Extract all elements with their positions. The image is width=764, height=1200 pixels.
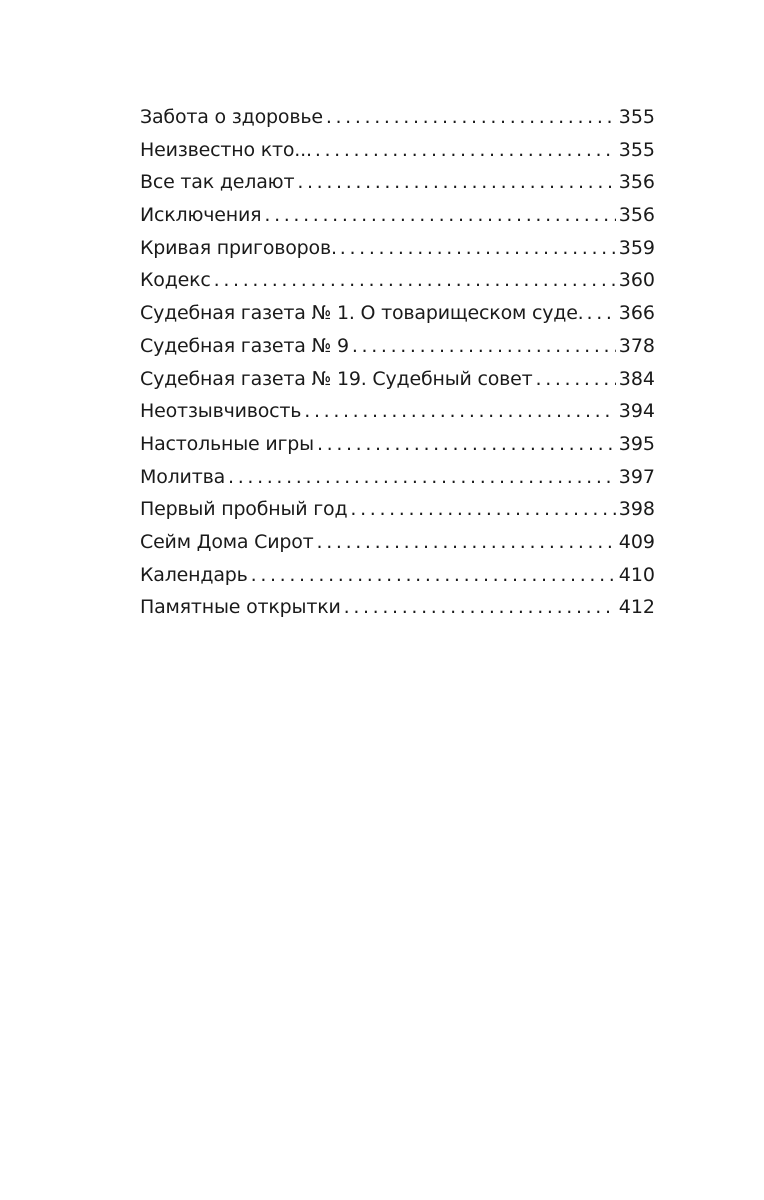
toc-entry-title: Судебная газета № 1. О товарищеском суде.	[140, 302, 584, 325]
toc-dot-leader	[228, 461, 616, 494]
toc-entry-title: Первый пробный год	[140, 498, 348, 521]
toc-entry-page: 378	[618, 334, 655, 357]
toc-entry-page: 360	[618, 269, 655, 292]
toc-entry-page: 359	[618, 236, 655, 259]
toc-entry	[140, 526, 655, 559]
toc-entry-title: Молитва	[140, 465, 226, 488]
toc-dot-leader	[587, 297, 616, 330]
toc-dot-leader	[315, 134, 616, 167]
toc-entry-page: 409	[618, 530, 655, 553]
toc-dot-leader	[264, 199, 615, 232]
toc-dot-leader	[317, 428, 616, 461]
toc-dot-leader	[251, 559, 616, 592]
toc-dot-leader	[214, 264, 616, 297]
toc-entry-title: Забота о здоровье	[140, 106, 323, 128]
toc-entry-title: Судебная газета № 19. Судебный совет	[140, 367, 533, 390]
toc-entry-title: Неизвестно кто...	[140, 138, 312, 161]
toc-dot-leader	[536, 363, 616, 396]
toc-entry-page: 394	[618, 400, 655, 423]
toc-entry-page: 410	[618, 563, 655, 586]
toc-entry-page: 398	[618, 498, 655, 521]
toc-entry	[140, 264, 655, 297]
toc-dot-leader	[297, 166, 615, 199]
toc-entry-title: Календарь	[140, 563, 248, 586]
toc-entry-page: 356	[618, 204, 655, 227]
toc-entry-title: Судебная газета № 9	[140, 334, 349, 357]
toc-entry-page: 412	[618, 596, 655, 619]
toc-entry-title: Настольные игры	[140, 432, 314, 455]
toc-entry	[140, 559, 655, 592]
toc-entry	[140, 591, 655, 624]
toc-entry	[140, 428, 655, 461]
toc-dot-leader	[326, 101, 616, 134]
toc-entry-title: Кодекс	[140, 269, 211, 292]
toc-dot-leader	[352, 330, 616, 363]
toc-dot-leader	[344, 591, 616, 624]
toc-entry-title: Все так делают	[140, 171, 295, 194]
toc-entry-title: Сейм Дома Сирот	[140, 530, 314, 553]
toc-entry-page: 395	[618, 432, 655, 455]
toc-dot-leader	[340, 232, 616, 265]
toc-entry	[140, 395, 655, 428]
toc-dot-leader	[317, 526, 616, 559]
toc-entry-page: 384	[618, 367, 655, 390]
toc-entry-page: 356	[618, 171, 655, 194]
toc-entry	[140, 461, 655, 494]
toc-entry	[140, 199, 655, 232]
toc-entry	[140, 330, 655, 363]
toc-entry	[140, 101, 655, 134]
table-of-contents	[140, 101, 655, 624]
toc-entry	[140, 493, 655, 526]
toc-entry-page: 366	[618, 302, 655, 325]
toc-dot-leader	[304, 395, 615, 428]
toc-entry	[140, 297, 655, 330]
toc-entry	[140, 363, 655, 396]
toc-entry-title: Кривая приговоров.	[140, 236, 337, 259]
toc-dot-leader	[350, 493, 615, 526]
toc-entry-title: Памятные открытки	[140, 596, 341, 619]
toc-entry-title: Исключения	[140, 204, 262, 227]
toc-entry-page: 397	[618, 465, 655, 488]
toc-entry-page: 355	[618, 106, 655, 128]
toc-entry-page: 355	[618, 138, 655, 161]
toc-entry	[140, 166, 655, 199]
toc-entry	[140, 232, 655, 265]
toc-entry	[140, 134, 655, 167]
toc-entry-title: Неотзывчивость	[140, 400, 302, 423]
